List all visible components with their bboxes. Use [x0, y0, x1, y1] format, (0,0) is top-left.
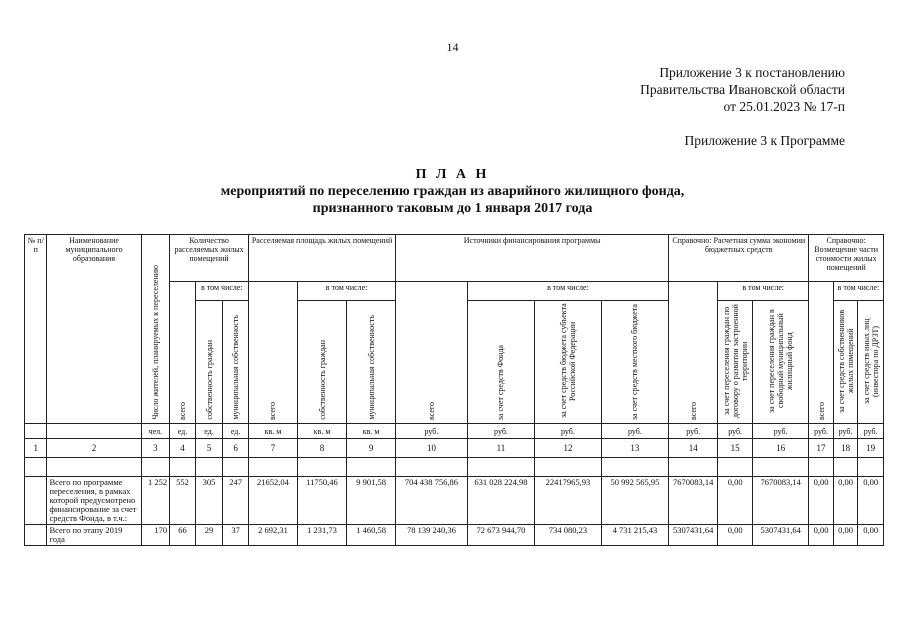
- header-reimb-owners: за счет средств собственников жилых помещений: [833, 301, 858, 424]
- column-number: 4: [170, 439, 196, 458]
- unit-cell: руб.: [718, 424, 753, 439]
- cell-savings-development: 0,00: [718, 477, 753, 525]
- column-number: 5: [195, 439, 223, 458]
- unit-cell: [25, 424, 47, 439]
- unit-cell: [47, 424, 141, 439]
- header-sources-including: в том числе:: [467, 282, 668, 301]
- header-sources: Источники финансирования программы: [396, 235, 669, 282]
- cell-savings-total: 7670083,14: [669, 477, 718, 525]
- column-number: 3: [141, 439, 170, 458]
- cell-subject-budget: 22417965,93: [535, 477, 601, 525]
- cell-reimb-total: 0,00: [809, 477, 834, 525]
- header-area-including: в том числе:: [297, 282, 395, 301]
- spacer-row: [25, 458, 884, 477]
- unit-cell: руб.: [396, 424, 468, 439]
- header-municipality: Наименование муниципального образования: [47, 235, 141, 424]
- column-numbers-row: [25, 439, 884, 458]
- table-row-total-program: [25, 477, 884, 525]
- unit-cell: руб.: [809, 424, 834, 439]
- cell-area-municipal: 9 901,58: [347, 477, 396, 525]
- header-area: Расселяемая площадь жилых помещений: [248, 235, 395, 282]
- unit-cell: ед.: [223, 424, 249, 439]
- title-line-2: мероприятий по переселению граждан из аварийного жилищного фонда,: [220, 184, 685, 199]
- column-number: 11: [467, 439, 534, 458]
- header-ref-savings: Справочно: Расчетная сумма экономии бюджетных средств: [669, 235, 809, 282]
- header-ref-reimbursement: Справочно: Возмещение части стоимости жилых помещений: [809, 235, 884, 282]
- column-number: 8: [297, 439, 346, 458]
- header-sources-total: всего: [396, 282, 468, 424]
- header-reimb-including: в том числе:: [833, 282, 883, 301]
- cell-area-citizens: 1 231,73: [297, 525, 346, 546]
- appendix-line-1: Приложение 3 к постановлению: [659, 65, 845, 80]
- header-num: № п/п: [25, 235, 47, 424]
- cell-savings-total: 5307431,64: [669, 525, 718, 546]
- cell-savings-free-fund: 7670083,14: [753, 477, 809, 525]
- unit-cell: ед.: [195, 424, 223, 439]
- header-savings-free-fund: за счет переселения граждан в свободный муниципальный жилищный фонд: [753, 301, 809, 424]
- title-line-3: признанного таковым до 1 января 2017 года: [312, 201, 593, 216]
- cell-savings-development: 0,00: [718, 525, 753, 546]
- cell-premises-total: 552: [170, 477, 196, 525]
- cell-local-budget: 50 992 565,95: [601, 477, 669, 525]
- cell-area-total: 2 692,31: [248, 525, 297, 546]
- unit-cell: руб.: [467, 424, 534, 439]
- unit-cell: руб.: [833, 424, 858, 439]
- cell-reimb-owners: 0,00: [833, 525, 858, 546]
- cell-sources-total: 704 438 756,86: [396, 477, 468, 525]
- header-premises-including: в том числе:: [195, 282, 248, 301]
- header-area-total: всего: [248, 282, 297, 424]
- header-premises: Количество расселяемых жилых помещений: [170, 235, 249, 282]
- column-number: 14: [669, 439, 718, 458]
- header-area-citizens: собственность граждан: [297, 301, 346, 424]
- column-number: 7: [248, 439, 297, 458]
- column-number: 15: [718, 439, 753, 458]
- title-plan: П Л А Н: [415, 167, 490, 182]
- column-number: 6: [223, 439, 249, 458]
- header-reimb-total: всего: [809, 282, 834, 424]
- appendix-line-3: от 25.01.2023 № 17-п: [723, 99, 845, 114]
- cell-sources-total: 78 139 240,36: [396, 525, 468, 546]
- unit-cell: кв. м: [347, 424, 396, 439]
- header-area-municipal: муниципальная собственность: [347, 301, 396, 424]
- header-premises-municipal: муниципальная собственность: [223, 301, 249, 424]
- row-name: Всего по программе переселения, в рамках которой предусмотрено финансирование за счет средств Фонда, в т.ч.:: [47, 477, 141, 525]
- cell-savings-free-fund: 5307431,64: [753, 525, 809, 546]
- header-savings-including: в том числе:: [718, 282, 809, 301]
- column-number: 1: [25, 439, 47, 458]
- unit-cell: чел.: [141, 424, 170, 439]
- unit-cell: руб.: [535, 424, 601, 439]
- cell-reimb-owners: 0,00: [833, 477, 858, 525]
- column-number: 17: [809, 439, 834, 458]
- header-reimb-other: за счет средств иных лиц (инвестора по ДРЗТ): [858, 301, 884, 424]
- header-local-budget: за счет средств местного бюджета: [601, 301, 669, 424]
- cell-subject-budget: 734 080,23: [535, 525, 601, 546]
- unit-cell: ед.: [170, 424, 196, 439]
- cell-reimb-other: 0,00: [858, 477, 884, 525]
- column-number: 9: [347, 439, 396, 458]
- cell-residents: 170: [141, 525, 170, 546]
- appendix-line-2: Правительства Ивановской области: [640, 82, 845, 97]
- column-number: 19: [858, 439, 884, 458]
- cell-premises-municipal: 37: [223, 525, 249, 546]
- table-row-stage-2019: [25, 525, 884, 546]
- header-savings-total: всего: [669, 282, 718, 424]
- unit-cell: руб.: [858, 424, 884, 439]
- cell-fund: 72 673 944,70: [467, 525, 534, 546]
- units-row: [25, 424, 884, 439]
- page-number: 14: [446, 40, 459, 54]
- column-number: 12: [535, 439, 601, 458]
- column-number: 10: [396, 439, 468, 458]
- row-name: Всего по этапу 2019 года: [47, 525, 141, 546]
- unit-cell: кв. м: [248, 424, 297, 439]
- column-number: 18: [833, 439, 858, 458]
- cell-premises-total: 66: [170, 525, 196, 546]
- plan-table: [24, 234, 884, 546]
- cell-area-total: 21652,04: [248, 477, 297, 525]
- column-number: 2: [47, 439, 141, 458]
- cell-area-municipal: 1 460,58: [347, 525, 396, 546]
- cell-residents: 1 252: [141, 477, 170, 525]
- unit-cell: кв. м: [297, 424, 346, 439]
- unit-cell: руб.: [753, 424, 809, 439]
- cell-reimb-other: 0,00: [858, 525, 884, 546]
- header-subject-budget: за счет средств бюджета субъекта Российской Федерации: [535, 301, 601, 424]
- appendix-block: [640, 64, 845, 115]
- unit-cell: руб.: [669, 424, 718, 439]
- header-premises-citizens: собственность граждан: [195, 301, 223, 424]
- header-savings-development: за счет переселения граждан по договору о развитии застроенной территории: [718, 301, 753, 424]
- row-num: [25, 477, 47, 525]
- header-residents: Число жителей, планируемых к переселению: [141, 235, 170, 424]
- row-num: [25, 525, 47, 546]
- cell-reimb-total: 0,00: [809, 525, 834, 546]
- header-premises-total: всего: [170, 282, 196, 424]
- cell-local-budget: 4 731 215,43: [601, 525, 669, 546]
- cell-premises-citizens: 29: [195, 525, 223, 546]
- cell-premises-municipal: 247: [223, 477, 249, 525]
- column-number: 16: [753, 439, 809, 458]
- cell-fund: 631 028 224,98: [467, 477, 534, 525]
- header-fund: за счет средств Фонда: [467, 301, 534, 424]
- unit-cell: руб.: [601, 424, 669, 439]
- cell-area-citizens: 11750,46: [297, 477, 346, 525]
- document-title: [0, 166, 905, 217]
- cell-premises-citizens: 305: [195, 477, 223, 525]
- column-number: 13: [601, 439, 669, 458]
- appendix-program: Приложение 3 к Программе: [684, 133, 845, 148]
